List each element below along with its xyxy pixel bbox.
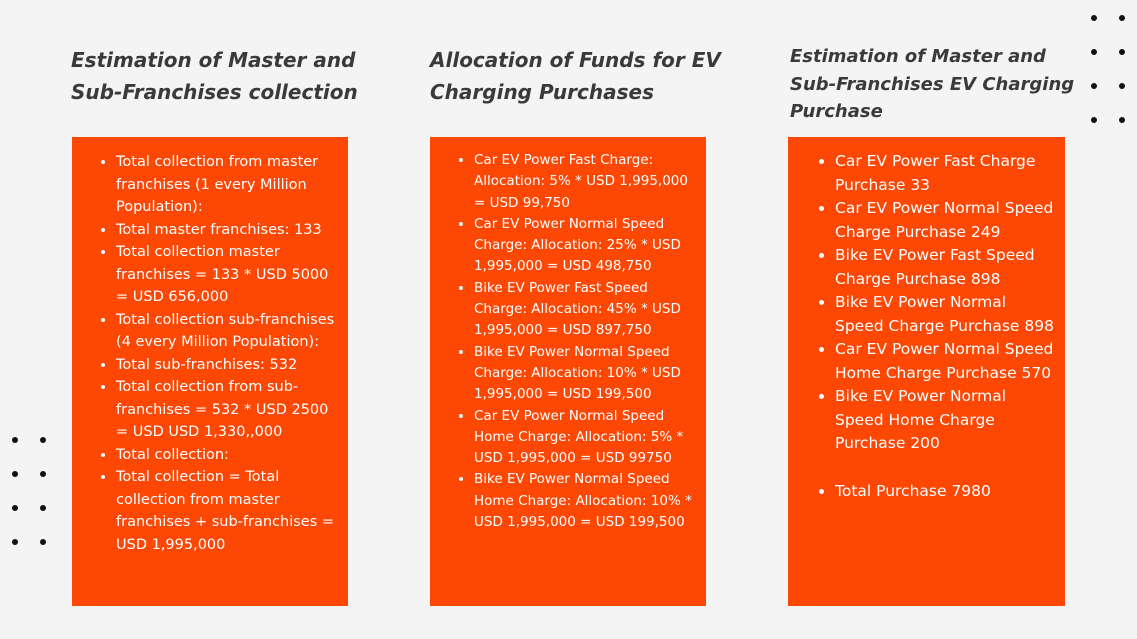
purchase-list <box>817 150 1055 503</box>
list-item: • Bike EV Power Normal Speed Home Charge Purchase 200 <box>835 385 1055 456</box>
list-item: • Bike EV Power Fast Speed Charge: Allocation: 45% * USD 1,995,000 = USD 897,750 <box>474 278 696 342</box>
allocation-panel <box>430 137 706 606</box>
list-item: • Total collection sub-franchises (4 every Million Population): <box>116 309 338 354</box>
column-title-allocation-of-funds <box>430 44 730 108</box>
dot <box>12 437 18 443</box>
dot <box>40 471 46 477</box>
title-line: Charging Purchases <box>430 80 654 104</box>
list-item: • Bike EV Power Normal Speed Home Charge: Allocation: 10% * USD 1,995,000 = USD 199,500 <box>474 469 696 533</box>
list-item: • Total master franchises: 133 <box>116 219 338 242</box>
list-item: • Total collection = Total collection from master franchises + sub-franchises = USD 1,995,000 <box>116 466 338 556</box>
list-item: • Bike EV Power Normal Speed Charge: Allocation: 10% * USD 1,995,000 = USD 199,500 <box>474 342 696 406</box>
title-line: Estimation of Master and <box>71 48 356 72</box>
list-item: • Bike EV Power Fast Speed Charge Purchase 898 <box>835 244 1055 291</box>
dot <box>1119 15 1125 21</box>
decorative-dots-top-right <box>1091 15 1125 123</box>
dot <box>12 539 18 545</box>
list-item: • Car EV Power Normal Speed Charge: Allocation: 25% * USD 1,995,000 = USD 498,750 <box>474 214 696 278</box>
list-item: • Car EV Power Fast Charge Purchase 33 <box>835 150 1055 197</box>
dot <box>40 437 46 443</box>
list-item: • Total sub-franchises: 532 <box>116 354 338 377</box>
dot <box>1119 83 1125 89</box>
decorative-dots-bottom-left <box>12 437 46 545</box>
collection-panel <box>72 137 348 606</box>
list-item: • Total collection from master franchises (1 every Million Population): <box>116 151 338 219</box>
list-item: • Total collection: <box>116 444 338 467</box>
dot <box>1119 117 1125 123</box>
purchase-panel <box>788 137 1065 606</box>
dot <box>12 471 18 477</box>
title-line: Purchase <box>790 101 883 122</box>
dot <box>1119 49 1125 55</box>
list-item: • Total collection from sub-franchises = 532 * USD 2500 = USD USD 1,330,,000 <box>116 376 338 444</box>
dot <box>12 505 18 511</box>
collection-list <box>98 151 338 556</box>
list-item: • Car EV Power Fast Charge: Allocation: 5% * USD 1,995,000 = USD 99,750 <box>474 150 696 214</box>
total-purchase-item: • Total Purchase 7980 <box>835 480 1055 504</box>
dot <box>40 505 46 511</box>
title-line: Sub-Franchises EV Charging <box>790 73 1075 95</box>
dot <box>1091 117 1097 123</box>
title-line: Allocation of Funds for EV <box>430 48 721 72</box>
column-title-master-sub-franchises-collection <box>71 44 371 108</box>
allocation-list <box>456 150 696 533</box>
dot <box>1091 15 1097 21</box>
title-line: Sub-Franchises collection <box>71 80 358 104</box>
list-item: • Car EV Power Normal Speed Home Charge: Allocation: 5% * USD 1,995,000 = USD 99750 <box>474 406 696 470</box>
dot <box>1091 83 1097 89</box>
list-item: • Car EV Power Normal Speed Home Charge Purchase 570 <box>835 338 1055 385</box>
list-item: • Total collection master franchises = 133 * USD 5000 = USD 656,000 <box>116 241 338 309</box>
column-title-ev-charging-purchase <box>790 43 1080 126</box>
dot <box>40 539 46 545</box>
list-item: • Bike EV Power Normal Speed Charge Purchase 898 <box>835 291 1055 338</box>
title-line: Estimation of Master and <box>790 46 1046 67</box>
dot <box>1091 49 1097 55</box>
list-item: • Car EV Power Normal Speed Charge Purchase 249 <box>835 197 1055 244</box>
